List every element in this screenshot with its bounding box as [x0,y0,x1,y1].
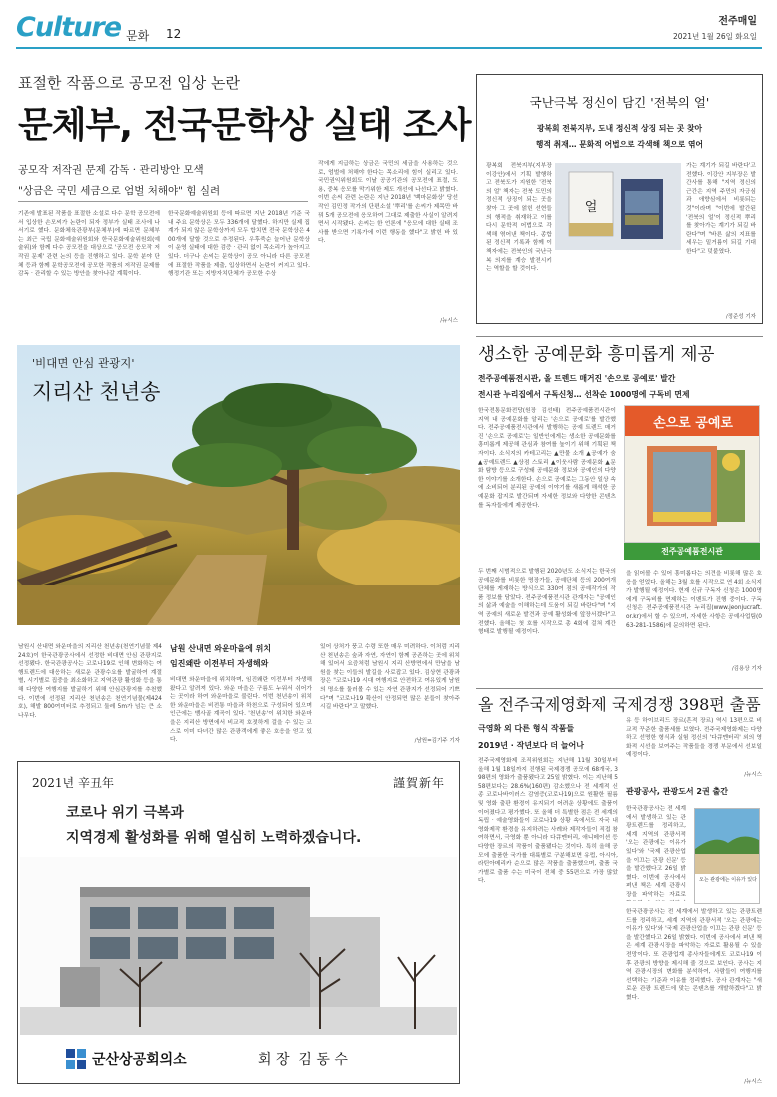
ad-signature: 회 장 김 동 수 [258,1052,348,1068]
article-byline: /정준성 기자 [725,314,756,320]
feature-label: '비대면 안심 관광지' [32,356,135,370]
article-subhead: 광복회 전북지부, 도내 정신적 상징 되는 곳 찾아 [536,124,703,133]
article-byline: /김용상 기자 [731,666,762,672]
article-body: 가는 계기가 되길 바란다'고 전했다. 이강안 지부장은 발간사를 통해 "지역 정신의 근간은 지역 주민의 자긍심과 애향심에서 비롯되는 것"이라며 "이번에 발간된 '전북의 얼'이 정신적 뿌리를 찾아가는 계기가 되길 바란다"며 "바른 삶의 지표를 세우는 밑거름이 되길 기대한다"고 덧붙였다. [686,163,756,255]
divider [476,688,763,689]
article-body: 유 등 하이브리드 장르(흔적 장르) 역시 13편으로 비교적 꾸준한 출품세를 보였다. 전주국제영화제는 다양하고 선명한 형식과 실험 정신의 '다큐멘터리' 외의 영화적 시선을 보여주는 작품들을 경쟁 부문에서 선보일 예정이다. [626,718,762,759]
section-label: 문화 [126,29,150,43]
article-body: 한국관광공사는 전 세계에서 발생하고 있는 관광트렌드를 정리하고, 세계 지역의 관광서적 '오는 관광에는 이유가 있다'와 '국제 관광산업을 이끄는 관광 신문' 등을 발간했다고 26일 밝혔다. 이번에 공사에서 펴낸 책은 세계 관광시장을 파악하는 자료로 활용될 수 있을 전망이다. 또 관광업계 종사자들에게도 코로나19 이후 관광의 방향을 제시해 줄 것으로 보인다. 공사는 지역 관광시장의 변화를 분석하여, 사람들이 여행지를 선택하는 기준과 이유를 정리했다. 공사 관계자는 "새로운 관광 트렌드에 맞는 콘텐츠를 개발하겠다"고 밝혔다. [626,909,762,1001]
tourism-book-photo [694,808,760,904]
article-body: 한국전통문화전당(원장 김선태) 전주공예품전시관이 지역 내 공예문화를 알리는 '손으로 공예로'를 발간했다. 전주공예품전시관에서 발행하는 공예 트렌드 매거진 '손으로 공예로'는 일반인에게는 생소한 공예문화를 흥미롭게 제공해 관심과 참여를 높이기 위해 기획된 책자이다. 소식지의 카테고리는 ▲만물 소개 ▲공예가 숨 ▲공예트렌드 ▲상점 스토리 ▲이웃사람 공예문화 ▲문화 탐방 등으로 구성돼 공예문화 정보와 공예인의 다양한 이야기를 소개한다. 손으로 공예로는 그동안 일상 속에 소비되어 분리된 공예의 이야기를 새롭게 해석한 공예문화 잡지로 발간되며 자세한 정보와 다양한 콘텐츠를 독자들에게 제공한다. [478,408,616,509]
article-byline: /뉴시스 [744,772,762,778]
article-headline: 문체부, 전국문학상 실태 조사 [18,105,471,146]
issue-date: 2021년 1월 26일 화요일 [672,32,757,41]
ad-line2: 지역경제 활성화를 위해 열심히 노력하겠습니다. [66,830,362,846]
article-body: 있어 상처가 풍고 수령 또한 매우 미려하다. 이처럼 지리산 천년송은 숲과 자연, 자연이 함께 공존하는 곳에 위치해 있어서 요즘처럼 남원시 지리 산방면에서 만남을 남원을 찾는 이들의 발길을 사로잡고 있다. 김상현 관광과장은 "코로나19 시대 여행지로 안전하고 여유있게 남원의 명소를 둘러볼 수 있는 자연 관광지가 선정되어 기쁘다"며 "코로나19 확산이 안정되면 많은 분들이 찾아주시길 바란다"고 말했다. [320,644,460,711]
article-body: 비대면 와운마을에 위치하며, 임진왜란 이전부터 자생해 왔다고 알려져 있다. 와운 마을은 구름도 누워서 쉬어가는 곳이라 하여 와운마을로 불린다. 이번 천년송이 위치한 와운마을은 비전통 마을과 하천으로 구성되어 있으며 인근에는 뱀사골 계곡이 있다. '천년송'이 위치한 와운마을은 지리산 방면에서 비교적 호젓하게 걸을 수 있는 코스로 이미 다녀간 많은 관광객에게 좋은 호응을 얻고 있다. [170,677,312,744]
article-subhead: 전주공예품전시관, 올 트렌드 매거진 '손으로 공예로' 발간 [478,374,676,383]
feature-subhead: 임진왜란 이전부터 자생해와 [170,659,269,668]
article-body: 기존에 발표된 작품을 표절한 소설로 다수 문학 공모전에서 입상한 손모씨가 논란이 되자 정부가 실태 조사에 나서기로 했다. 문화체육관광부(문체부)에 따르면 문체부는 최근 국립 문화예술위원회와 한국문화예술위원회(예술위)와 함께 다수 공모전을 대상으로 '공모전 응모작 저작권 문제' 관련 논의 등을 진행하고 있다. 문학 분야 단체 등과 함께 문학공모전에 공모한 작품의 저작권 문제를 감독 · 관리할 수 있는 방안을 찾아나갈 계획이다. [18,211,160,278]
svg-text:얼: 얼 [584,200,598,215]
article-body: 한국관광공사는 전 세계에서 발생하고 있는 관광트렌드를 정리하고, 세계 지역의 관광서적 '오는 관광에는 이유가 있다'와 '국제 관광산업을 이끄는 관광 신문' 등을 발간했다고 26일 밝혔다. 이번에 공사에서 펴낸 책은 세계 관광시장을 파악하는 자료로 [626,806,686,898]
section-title: Culture [16,12,122,43]
page-number: 12 [166,27,182,41]
article-subhead: "상금은 국민 세금으로 엄벌 처해야" 힘 실려 [18,185,221,197]
feature-title: 지리산 천년송 [32,380,161,404]
magazine-caption: 전주공예품전시관 [624,543,760,560]
article-byline: /뉴시스 [440,318,458,324]
ad-line1: 코로나 위기 극복과 [66,805,184,821]
paper-name: 전주매일 [718,16,757,27]
article-body: 전주국제영화제 조직위원회는 지난해 11월 30일부터 올해 1월 18일까지 진행된 국제경쟁 공모에 68개국, 398편의 영화가 출품됐다고 25일 밝혔다. 이는 지난해 558편보다는 28.6%(160편) 감소했으나 전 세계적 신종 코로나바이러스 감염증(코로나19)으로 원활한 필름 및 영화 출판 환경이 유지되기 어려운 상황에도 출품이 이어졌다고 평가했다. 또 올해 더 특별한 점은 전 세계의 독립 · 예술영화들이 코로나19 상황 속에서도 자국 내 영화제작 환경을 유지하려는 사례와 제작자들이 직접 참여하면서, 극영화 뿐 아니라 다큐멘터리, 애니메이션 등 다양한 장르의 작품이 출품됐다는 것이다. 특히 올해 공모에 출품한 국가를 대륙별로 구분해보면 유럽, 아시아, 라틴아메리카 순으로 많은 작품을 출품했으며, 출품 국가별로 출품 수는 미국이 전체 중 55편으로 가장 많았다. [478,758,618,885]
ad-logo-icon [66,1049,86,1069]
article-body: 한국문화예술위원회 등에 따르면 지난 2018년 기준 국내 주요 문학상은 모두 336개에 달했다. 하지만 실제 집계가 되지 않은 문학상까지 모두 합치면 전국 문학상은 400개에 달할 것으로 추정된다. 우후죽순 늘어난 문학상이 운영 실태에 대한 검증 · 관리 없이 목소리가 높아지고 있다. 더구나 손씨는 문학상이 공모 아니라 다른 공모전에 표절한 작품을 제출, 입상하면서 논란이 커지고 있다. 행정기관 또는 지방자치단체가 공모한 수상 [168,211,310,278]
ad-greeting: 謹賀新年 [392,776,445,790]
ad-organization: 군산상공회의소 [92,1052,187,1068]
tourism-book-title: 오는 관광에는 이유가 있다 [699,877,757,883]
article-body: 광복회 전북지부(지부장 이강안)에서 기획 발행하고 전북도가 지원한 '전북의 얼' 책자는 전북 도민의 정신적 상징이 되는 곳을 찾아 그 곳에 얽힌 선현들의 행적을 취재하고 이를 다시 문학적 어법으로 각색해 엮어낸 책이다. 종합된 정신적 기록과 함께 이 책자에는 전북인의 국난극복 의지를 계승 발전시키는 역할을 할 것이다. [486,163,552,273]
article-subhead: 관광공사, 관광도서 2권 출간 [626,787,728,796]
article-kicker: 표절한 작품으로 공모전 입상 논란 [18,74,240,92]
article-subhead: 전시관 누리집에서 구독신청… 선착순 1000명에 구독비 면제 [478,390,690,399]
divider [18,201,308,202]
article-body: 을 읽어볼 수 있어 흥미롭다는 의견을 비롯해 많은 호응을 얻었다. 올해는 3월 호를 시작으로 연 4회 소식지가 발행될 예정이다. 현재 신규 구독자 신청은 1000명에게 구독비를 면제하는 이벤트가 진행 중이다. 구독신청은 전주공예품전시관 누리집(www.jeonjucraft.or.kr)에서 할 수 있으며, 자세한 사항은 공예사업팀(063-281-1586)에 문의하면 된다. [626,571,762,629]
article-body: 두 번째 시범적으로 발행된 2020년도 소식지는 한국의 공예문화를 비롯한 명장가들, 공예단체 등의 200여개 단체를 게재하는 방식으로 330여 점의 공예작가의 작품 정보를 담았다. 전주공예품전시관 관계자는 "공예인의 삶과 예술을 이해하는데 도움이 되길 바란다"며 "지역 공예의 새로운 발견과 공예 활성화에 앞장서겠다"고 전했다. 올해는 첫 호를 시작으로 총 4회에 걸쳐 계간 형태로 발행될 예정이다. [478,569,616,636]
book-photo [555,163,681,250]
header-rule [16,47,762,49]
article-subhead: 행적 취재… 문화적 어법으로 각색해 책으로 엮어 [535,140,704,149]
article-headline: 국난극복 정신이 담긴 '전북의 얼' [529,95,710,110]
building-photo [20,857,457,1035]
article-subhead: 극영화 외 다른 형식 작품들 [478,724,575,733]
new-year-ad [17,761,460,1084]
article-headline: 올 전주국제영화제 국제경쟁 398편 출품 [478,695,761,714]
article-subhead: 2019년 · 작년보다 더 늘어나 [478,741,584,750]
magazine-photo [624,405,760,543]
article-body: 작에게 지급하는 상금은 국민의 세금을 사용하는 것으로, 엄벌에 처해야 한다는 목소리에 힘이 실리고 있다. 국민권익위원회도 이날 공공기관의 공모전에 표절, 도용, 중복 응모를 막기위한 제도 개선에 나선다고 밝혔다. 이번 손씨 관련 논란은 지난 2018년 '백마문화상' 당선작인 김민정 작가의 단편소설 '뿌리'를 손씨가 제목만 바꿔 5개 공모전에 응모하여 그대로 제출한 사실이 알려지면서 시작됐다. 손씨는 한 언론에 "응모에 대한 실태 조사를 받으면 기록가에 이런 행동을 했다"고 밝힌 바 있다. [318,161,458,245]
divider [476,336,763,337]
ad-year: 2021년 辛丑年 [32,776,114,790]
magazine-title: 손으로 공예로 [653,416,733,431]
article-body: 남원시 산내면 와운마을의 지리산 천년송(천연기념물 제424호)이 한국관광공사에서 선정한 비대면 안심 관광지로 선정됐다. 한국관광공사는 코로나19로 인해 변화하는 여행트렌드에 대응하는 새로운 관광수요를 발굴하여 계절별, 시기별로 집중을 최소화하고 지역관광 활성화 등을 통해 다양한 여행지를 발굴하기 위해 안심관광지를 추천했다. 이번에 선정된 지리산 천년송은 천연기념물(제424호), 해발 800여미터로 추정되고 둘레 5m가 넘는 큰 소나무다. [18,644,162,719]
article-subhead: 공모작 저작권 문제 감독 · 관리방안 모색 [18,164,204,176]
feature-subhead: 남원 산내면 와운마을에 위치 [170,644,272,653]
article-byline: /뉴시스 [744,1079,762,1085]
article-byline: /남원=김기주 기자 [414,738,460,744]
article-headline: 생소한 공예문화 흥미롭게 제공 [478,345,715,365]
